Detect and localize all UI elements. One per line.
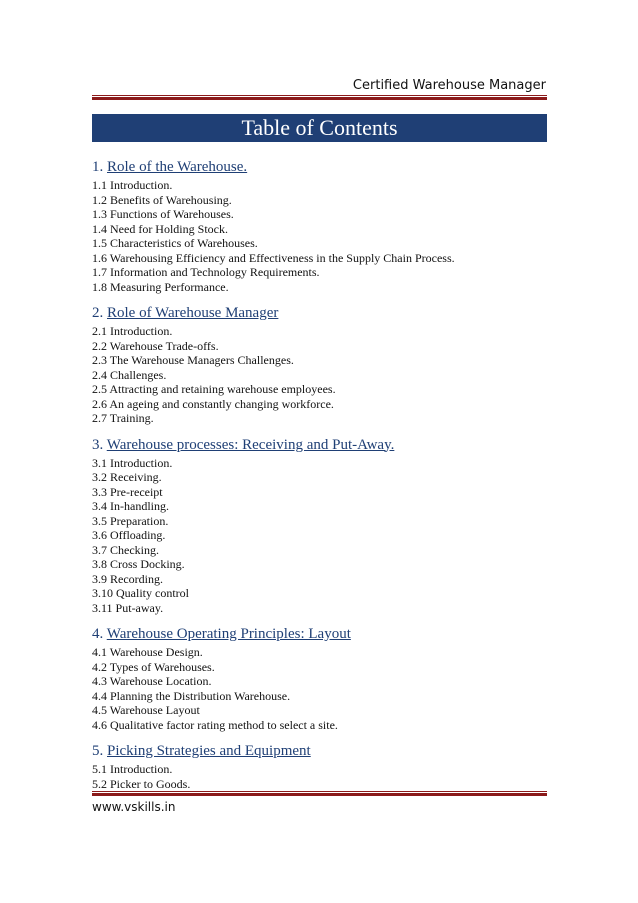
section-link-operating-principles-layout[interactable]: Warehouse Operating Principles: Layout [106, 626, 351, 642]
section-number: 4. [92, 626, 104, 642]
toc-item: 5.1 Introduction. [92, 762, 173, 776]
toc-item: 3.8 Cross Docking. [92, 557, 185, 571]
toc-banner: Table of Contents [92, 114, 547, 142]
section-link-receiving-put-away[interactable]: Warehouse processes: Receiving and Put-Away. [106, 436, 395, 453]
section-heading [92, 304, 547, 322]
toc-item: 2.7 Training. [92, 411, 154, 425]
toc-item: 1.4 Need for Holding Stock. [92, 221, 228, 236]
toc-item: 3.6 Offloading. [92, 528, 166, 542]
toc-item: 2.5 Attracting and retaining warehouse employees. [92, 382, 336, 396]
footer-rule-thick [92, 793, 547, 796]
toc-item: 1.6 Warehousing Efficiency and Effectiveness in the Supply Chain Process. [92, 250, 455, 265]
toc-section-4 [92, 625, 547, 732]
toc-item: 1.1 Introduction. [92, 178, 173, 192]
section-link-picking-strategies[interactable]: Picking Strategies and Equipment [107, 743, 311, 759]
toc-item: 3.11 Put-away. [92, 600, 164, 615]
toc-item: 3.7 Checking. [92, 542, 159, 557]
footer-url: www.vskills.in [92, 800, 176, 814]
toc-item: 2.2 Warehouse Trade-offs. [92, 338, 219, 353]
toc-item: 4.1 Warehouse Design. [92, 645, 203, 659]
toc-item: 3.3 Pre-receipt [92, 484, 163, 499]
toc-item: 4.4 Planning the Distribution Warehouse. [92, 688, 291, 703]
document-header-title: Certified Warehouse Manager [352, 78, 546, 93]
toc-section-1 [92, 158, 547, 294]
section-link-role-of-warehouse[interactable]: Role of the Warehouse. [107, 159, 248, 175]
toc-item: 3.1 Introduction. [92, 455, 173, 470]
section-heading [92, 436, 547, 454]
toc-section-3 [92, 436, 547, 616]
toc-item: 3.10 Quality control [92, 586, 189, 600]
toc-item: 3.4 In-handling. [92, 499, 169, 513]
section-number: 5. [92, 743, 104, 759]
section-link-role-of-warehouse-manager[interactable]: Role of Warehouse Manager [107, 305, 279, 321]
header-rule-thick [92, 97, 547, 100]
section-heading [92, 742, 547, 760]
toc-item: 1.2 Benefits of Warehousing. [92, 192, 232, 207]
toc-item: 5.2 Picker to Goods. [92, 776, 191, 791]
toc-item: 2.3 The Warehouse Managers Challenges. [92, 353, 294, 367]
toc-section-2 [92, 304, 547, 426]
header-rule-thin [92, 95, 547, 96]
toc-item: 4.6 Qualitative factor rating method to select a site. [92, 717, 338, 732]
section-number: 3. [92, 436, 104, 453]
toc-item: 4.5 Warehouse Layout [92, 703, 200, 717]
toc-item: 4.3 Warehouse Location. [92, 674, 212, 688]
toc-item: 2.4 Challenges. [92, 367, 167, 382]
toc-item: 1.8 Measuring Performance. [92, 279, 229, 294]
section-number: 1. [92, 159, 104, 175]
toc-item: 2.6 An ageing and constantly changing workforce. [92, 396, 334, 411]
table-of-contents [92, 158, 547, 801]
toc-item: 3.9 Recording. [92, 571, 163, 586]
section-heading [92, 625, 547, 643]
footer-rule-thin [92, 791, 547, 792]
toc-item: 4.2 Types of Warehouses. [92, 659, 215, 674]
toc-item: 2.1 Introduction. [92, 324, 173, 338]
toc-item: 3.2 Receiving. [92, 470, 162, 484]
section-number: 2. [92, 305, 104, 321]
toc-item: 1.7 Information and Technology Requirements. [92, 265, 320, 279]
toc-item: 3.5 Preparation. [92, 513, 169, 528]
toc-item: 1.5 Characteristics of Warehouses. [92, 236, 258, 250]
toc-item: 1.3 Functions of Warehouses. [92, 207, 234, 221]
toc-section-5 [92, 742, 547, 791]
section-heading [92, 158, 547, 176]
